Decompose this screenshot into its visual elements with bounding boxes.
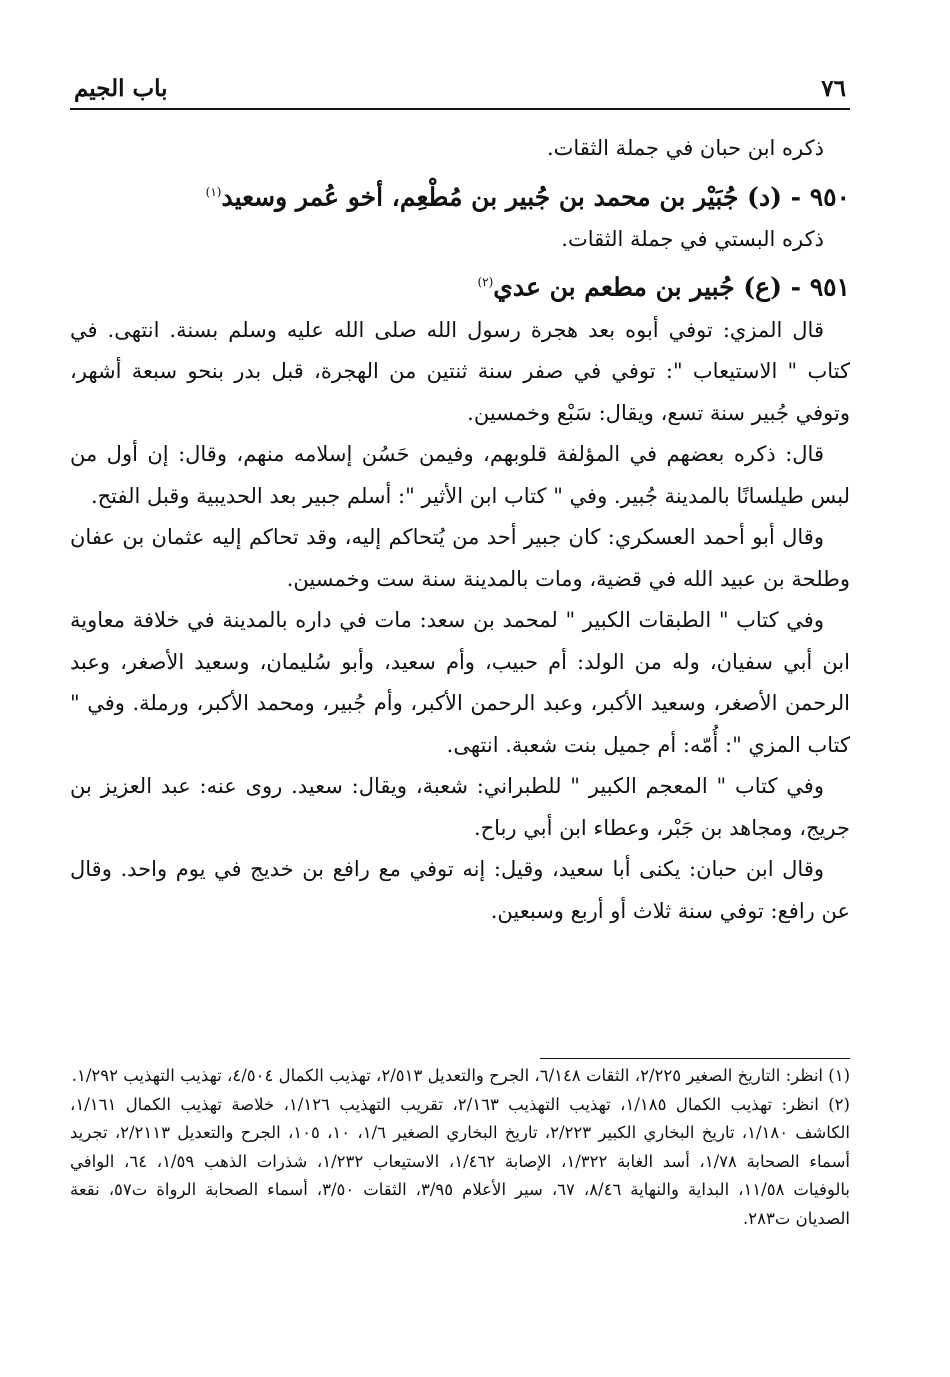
footnote-ref-1: (١) <box>205 184 222 199</box>
footnote-1: (١) انظر: التاريخ الصغير ٢/٢٢٥، الثقات ٦/١٤٨، الجرح والتعديل ٢/٥١٣، تهذيب الكمال ٤/٥٠٤، تهذيب التهذيب ١/٢٩٢. <box>71 1066 850 1085</box>
running-head <box>70 58 850 110</box>
paragraph: قال: ذكره بعضهم في المؤلفة قلوبهم، وفيمن حَسُن إسلامه منهم، وقال: إن أول من لبس طيلسانًا بالمدينة جُبير. وفي " كتاب ابن الأثير ": أسلم جبير بعد الحديبية وقبل الفتح. <box>70 442 850 508</box>
footnote-2: (٢) انظر: تهذيب الكمال ١/١٨٥، تهذيب التهذيب ٢/١٦٣، تقريب التهذيب ١/١٢٦، خلاصة تهذيب الكمال ١/١٦١، الكاشف ١/١٨٠، تاريخ البخاري الكبير ٢/٢٢٣، تاريخ البخاري الصغير ١/٦، ١٠، ١٠٥، الجرح والتعديل ٢/٢١١٣، تجريد أسماء الصحابة ١/٧٨، أسد الغابة ١/٣٢٢، الإصابة ١/٤٦٢، الاستيعاب ١/٢٣٢، شذرات الذهب ١/٥٩، ٦٤، الوافي بالوفيات ١١/٥٨، البداية والنهاية ٨/٤٦، ٦٧، سير الأعلام ٣/٩٥، الثقات ٣/٥٠، أسماء الصحابة الرواة ت٥٧، نقعة الصديان ت٢٨٣. <box>70 1094 851 1228</box>
paragraph: وفي كتاب " الطبقات الكبير " لمحمد بن سعد: مات في داره بالمدينة في خلافة معاوية ابن أبي سفيان، وله من الولد: أم حبيب، وأم سعيد، وأبو سُليمان، وسعيد الأصغر، وعبد الرحمن الأصغر، وسعيد الأكبر، وعبد الرحمن الأكبر، وأم جُبير، ومحمد الأكبر، ورملة. وفي " كتاب المزي ": أُمّه: أم جميل بنت شعبة. انتهى. <box>70 608 850 757</box>
footnote-ref-2: (٢) <box>477 275 494 290</box>
entry-951-heading <box>70 260 850 309</box>
entry-950-title: ٩٥٠ - (د) جُبَيْر بن محمد بن جُبير بن مُطْعِم، أخو عُمر وسعيد <box>221 181 850 211</box>
entry-951-title: ٩٥١ - (ع) جُبير بن مطعم بن عدي <box>493 272 850 302</box>
paragraph: قال المزي: توفي أبوه بعد هجرة رسول الله صلى الله عليه وسلم بسنة. انتهى. في كتاب " الاستيعاب ": توفي في صفر سنة ثنتين من الهجرة، قبل بدر بنحو سبعة أشهر، وتوفي جُبير سنة تسع، ويقال: سَبْع وخمسين. <box>70 317 850 425</box>
intro-line: ذكره ابن حبان في جملة الثقات. <box>546 136 824 160</box>
page-number: ٧٦ <box>821 75 846 102</box>
paragraph: وفي كتاب " المعجم الكبير " للطبراني: شعبة، ويقال: سعيد. روى عنه: عبد العزيز بن جريج، ومجاهد بن جَبْر، وعطاء ابن أبي رباح. <box>70 774 850 840</box>
paragraph: وقال ابن حبان: يكنى أبا سعيد، وقيل: إنه توفي مع رافع بن خديج في يوم واحد. وقال عن رافع: توفي سنة ثلاث أو أربع وسبعين. <box>70 857 850 923</box>
entry-950-heading <box>70 170 850 219</box>
chapter-title: باب الجيم <box>74 75 168 102</box>
book-page <box>70 58 850 1358</box>
entry-950-text: ذكره البستي في جملة الثقات. <box>561 226 824 251</box>
paragraph: وقال أبو أحمد العسكري: كان جبير أحد من يُتحاكم إليه، وقد تحاكم إليه عثمان بن عفان وطلحة بن عبيد الله في قضية، ومات بالمدينة سنة ست وخمسين. <box>70 525 850 591</box>
footnote-divider <box>540 1058 850 1059</box>
main-text <box>70 128 850 932</box>
footnotes <box>70 1062 850 1233</box>
